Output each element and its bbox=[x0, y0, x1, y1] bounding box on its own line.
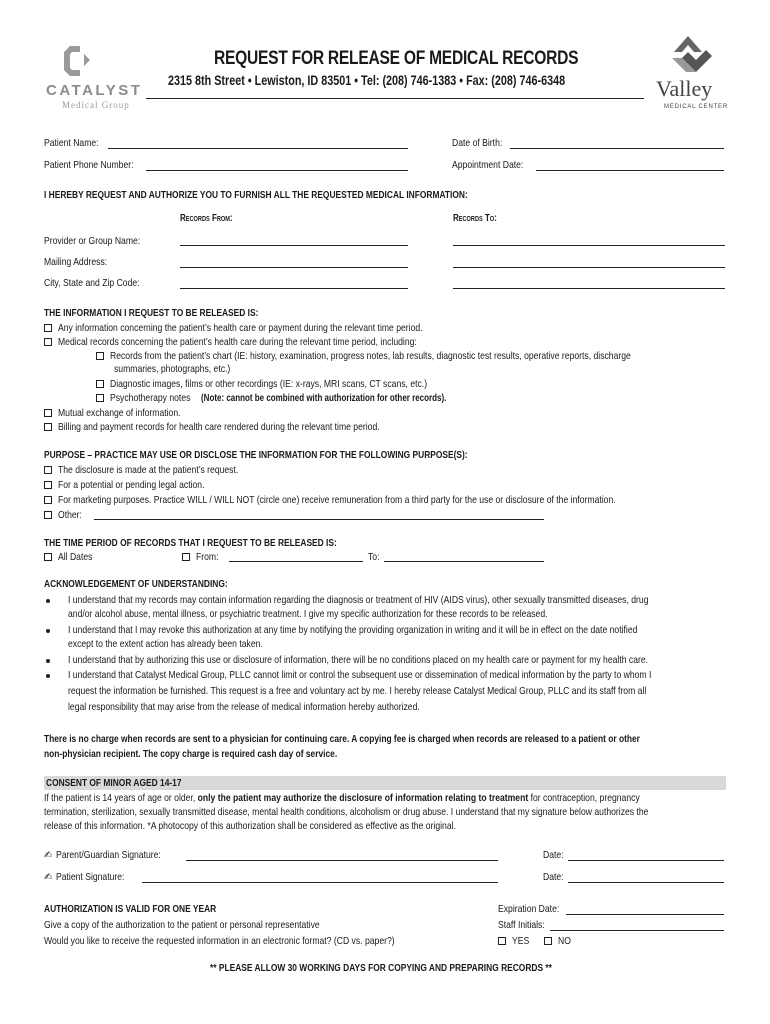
city-from-field[interactable] bbox=[180, 288, 408, 289]
ack-4-line-2: request the information be furnished. This request is a free and voluntary act by me. I hereby release Catalyst Medical Group, PLLC and its staff from all bbox=[68, 685, 647, 697]
period-from-label: From: bbox=[196, 551, 219, 563]
info-item-1[interactable] bbox=[44, 322, 503, 334]
consent-line-1-post: for contraception, pregnancy bbox=[530, 792, 640, 804]
guardian-signature-row bbox=[44, 849, 184, 861]
info-sub-3-checkbox[interactable] bbox=[96, 394, 104, 402]
purpose-item-1-label: The disclosure is made at the patient’s request. bbox=[58, 464, 239, 476]
consent-line-1-bold: only the patient may authorize the disclosure of information relating to treatment bbox=[197, 792, 529, 804]
period-heading: THE TIME PERIOD OF RECORDS THAT I REQUEST TO BE RELEASED IS: bbox=[44, 537, 337, 549]
purpose-item-1-checkbox[interactable] bbox=[44, 466, 52, 474]
provider-to-field[interactable] bbox=[453, 245, 725, 246]
ack-2-line-1: I understand that I may revoke this authorization at any time by notifying the providing organization in writing and it will be in effect on the date notified bbox=[68, 624, 638, 636]
info-item-4-checkbox[interactable] bbox=[44, 423, 52, 431]
auth-copy-note: Give a copy of the authorization to the patient or personal representative bbox=[44, 919, 320, 931]
purpose-item-4-label: Other: bbox=[58, 509, 82, 521]
info-sub-1-checkbox[interactable] bbox=[96, 352, 104, 360]
provider-label: Provider or Group Name: bbox=[44, 235, 141, 247]
patient-signature-field[interactable] bbox=[142, 882, 498, 883]
period-from-field[interactable] bbox=[229, 561, 363, 562]
info-heading: THE INFORMATION I REQUEST TO BE RELEASED IS: bbox=[44, 307, 259, 319]
staff-initials-field[interactable] bbox=[550, 930, 724, 931]
ack-heading: ACKNOWLEDGEMENT OF UNDERSTANDING: bbox=[44, 578, 228, 590]
auth-heading: AUTHORIZATION IS VALID FOR ONE YEAR bbox=[44, 903, 217, 915]
consent-heading: CONSENT OF MINOR AGED 14-17 bbox=[46, 777, 182, 789]
info-sub-1[interactable] bbox=[96, 350, 745, 362]
consent-line-1 bbox=[44, 792, 640, 804]
patient-phone-label: Patient Phone Number: bbox=[44, 159, 134, 171]
expiration-label: Expiration Date: bbox=[498, 903, 560, 915]
purpose-item-1[interactable] bbox=[44, 464, 278, 476]
info-sub-3[interactable] bbox=[96, 392, 208, 404]
staff-initials-label: Staff Initials: bbox=[498, 919, 545, 931]
valley-logo-sub: MEDICAL CENTER bbox=[664, 104, 728, 110]
ack-bullet-1 bbox=[46, 599, 50, 603]
info-item-1-checkbox[interactable] bbox=[44, 324, 52, 332]
ack-4-line-1: I understand that Catalyst Medical Group, PLLC cannot limit or control the subsequent use or dissemination of medical information by the party to whom I bbox=[68, 669, 652, 681]
appt-date-field[interactable] bbox=[536, 170, 724, 171]
catalyst-logo-name: CATALYST bbox=[46, 82, 143, 99]
ack-3-line-1: I understand that by authorizing this use or disclosure of information, there will be no conditions placed on my health care or payment for my health care. bbox=[68, 654, 649, 666]
pen-icon: ✍ bbox=[44, 849, 53, 861]
period-all-dates-label: All Dates bbox=[58, 551, 93, 563]
purpose-item-3-checkbox[interactable] bbox=[44, 496, 52, 504]
info-sub-3-note: (Note: cannot be combined with authorization for other records). bbox=[201, 393, 447, 404]
patient-name-label: Patient Name: bbox=[44, 137, 99, 149]
info-item-2-checkbox[interactable] bbox=[44, 338, 52, 346]
request-heading: I HEREBY REQUEST AND AUTHORIZE YOU TO FURNISH ALL THE REQUESTED MEDICAL INFORMATION: bbox=[44, 189, 468, 201]
patient-date-label: Date: bbox=[543, 871, 564, 883]
provider-from-field[interactable] bbox=[180, 245, 408, 246]
info-item-1-label: Any information concerning the patient’s health care or payment during the relevant time period. bbox=[58, 322, 423, 334]
info-item-3-checkbox[interactable] bbox=[44, 409, 52, 417]
info-item-4[interactable] bbox=[44, 421, 450, 433]
consent-line-3: release of this information. *A photocopy of this authorization shall be considered as effective as the original. bbox=[44, 820, 456, 832]
pen-icon: ✍ bbox=[44, 871, 53, 883]
patient-date-field[interactable] bbox=[568, 882, 724, 883]
period-from-checkbox[interactable] bbox=[182, 553, 190, 561]
expiration-field[interactable] bbox=[566, 914, 724, 915]
info-item-2[interactable] bbox=[44, 336, 496, 348]
page-title: REQUEST FOR RELEASE OF MEDICAL RECORDS bbox=[214, 48, 579, 69]
header-rule bbox=[146, 98, 644, 99]
info-sub-1-cont: summaries, photographs, etc.) bbox=[114, 363, 231, 375]
ack-bullet-3 bbox=[46, 659, 50, 663]
guardian-signature-label: Parent/Guardian Signature: bbox=[56, 849, 162, 861]
purpose-item-2[interactable] bbox=[44, 479, 237, 491]
patient-signature-label: Patient Signature: bbox=[56, 871, 125, 883]
info-item-3-label: Mutual exchange of information. bbox=[58, 407, 181, 419]
patient-signature-row bbox=[44, 871, 140, 883]
period-from[interactable] bbox=[182, 551, 223, 563]
charges-line-2: non-physician recipient. The copy charge is required cash day of service. bbox=[44, 748, 338, 760]
dob-label: Date of Birth: bbox=[452, 137, 503, 149]
city-to-field[interactable] bbox=[453, 288, 725, 289]
mailing-to-field[interactable] bbox=[453, 267, 725, 268]
valley-logo-mark-icon bbox=[652, 32, 732, 80]
records-from-label: Records From: bbox=[180, 213, 233, 224]
consent-line-2: termination, sterilization, sexually transmitted disease, mental health conditions, alcoholism or drug abuse. I understand that my signature below authorizes the bbox=[44, 806, 649, 818]
period-to-label: To: bbox=[368, 551, 380, 563]
appt-date-label: Appointment Date: bbox=[452, 159, 524, 171]
patient-name-field[interactable] bbox=[108, 148, 408, 149]
info-item-4-label: Billing and payment records for health care rendered during the relevant time period. bbox=[58, 421, 380, 433]
purpose-item-2-checkbox[interactable] bbox=[44, 481, 52, 489]
dob-field[interactable] bbox=[510, 148, 724, 149]
guardian-date-label: Date: bbox=[543, 849, 564, 861]
records-to-label: Records To: bbox=[453, 213, 497, 224]
info-sub-2-checkbox[interactable] bbox=[96, 380, 104, 388]
city-label: City, State and Zip Code: bbox=[44, 277, 140, 289]
info-sub-1-label: Records from the patient’s chart (IE: history, examination, progress notes, lab results, diagnostic test results, operative reports, discharge bbox=[110, 350, 631, 362]
charges-line-1: There is no charge when records are sent to a physician for continuing care. A copying fee is charged when records are released to a patient or other bbox=[44, 733, 640, 745]
purpose-other-field[interactable] bbox=[94, 519, 544, 520]
valley-logo bbox=[652, 32, 732, 118]
electronic-no[interactable] bbox=[544, 935, 574, 947]
guardian-date-field[interactable] bbox=[568, 860, 724, 861]
ack-bullet-4 bbox=[46, 674, 50, 678]
purpose-item-4-checkbox[interactable] bbox=[44, 511, 52, 519]
period-to-field[interactable] bbox=[384, 561, 544, 562]
electronic-yes-checkbox[interactable] bbox=[498, 937, 506, 945]
ack-4-line-3: legal responsibility that may arise from the release of medical information hereby authorized. bbox=[68, 701, 420, 713]
auth-electronic-question: Would you like to receive the requested information in an electronic format? (CD vs. paper?) bbox=[44, 935, 395, 947]
purpose-item-2-label: For a potential or pending legal action. bbox=[58, 479, 205, 491]
valley-logo-name: Valley bbox=[656, 76, 713, 101]
period-all-dates[interactable] bbox=[44, 551, 100, 563]
electronic-yes-label: YES bbox=[512, 935, 530, 947]
catalyst-logo bbox=[44, 40, 144, 112]
consent-line-1-pre: If the patient is 14 years of age or older, bbox=[44, 792, 196, 804]
ack-1-line-1: I understand that my records may contain information regarding the diagnosis or treatment of HIV (AIDS virus), other sexually transmitted diseases, drug bbox=[68, 594, 649, 606]
guardian-signature-field[interactable] bbox=[186, 860, 498, 861]
header-address: 2315 8th Street • Lewiston, ID 83501 • Tel: (208) 746-1383 • Fax: (208) 746-6348 bbox=[168, 73, 566, 88]
electronic-yes[interactable] bbox=[498, 935, 533, 947]
purpose-heading: PURPOSE – PRACTICE MAY USE OR DISCLOSE THE INFORMATION FOR THE FOLLOWING PURPOSE(S): bbox=[44, 449, 468, 461]
info-item-2-label: Medical records concerning the patient’s health care during the relevant time period, including: bbox=[58, 336, 417, 348]
catalyst-logo-sub: Medical Group bbox=[62, 100, 130, 110]
patient-phone-field[interactable] bbox=[146, 170, 408, 171]
period-all-dates-checkbox[interactable] bbox=[44, 553, 52, 561]
electronic-no-checkbox[interactable] bbox=[544, 937, 552, 945]
info-item-3[interactable] bbox=[44, 407, 207, 419]
info-sub-3-label: Psychotherapy notes bbox=[110, 392, 191, 404]
info-sub-2[interactable] bbox=[96, 378, 497, 390]
footer-note: ** PLEASE ALLOW 30 WORKING DAYS FOR COPYING AND PREPARING RECORDS ** bbox=[210, 962, 552, 974]
purpose-item-3[interactable] bbox=[44, 494, 738, 506]
ack-1-line-2: and/or alcohol abuse, mental illness, or psychiatric treatment. I give my specific authorization for these records to be released. bbox=[68, 608, 548, 620]
purpose-item-3-label: For marketing purposes. Practice WILL / WILL NOT (circle one) receive remuneration from a third party for the use or disclosure of the information. bbox=[58, 494, 616, 506]
electronic-no-label: NO bbox=[558, 935, 571, 947]
info-sub-2-label: Diagnostic images, films or other recordings (IE: x-rays, MRI scans, CT scans, etc.) bbox=[110, 378, 428, 390]
ack-bullet-2 bbox=[46, 629, 50, 633]
mailing-label: Mailing Address: bbox=[44, 256, 108, 268]
purpose-item-4[interactable] bbox=[44, 509, 87, 521]
mailing-from-field[interactable] bbox=[180, 267, 408, 268]
ack-2-line-2: except to the extent action has already been taken. bbox=[68, 638, 263, 650]
